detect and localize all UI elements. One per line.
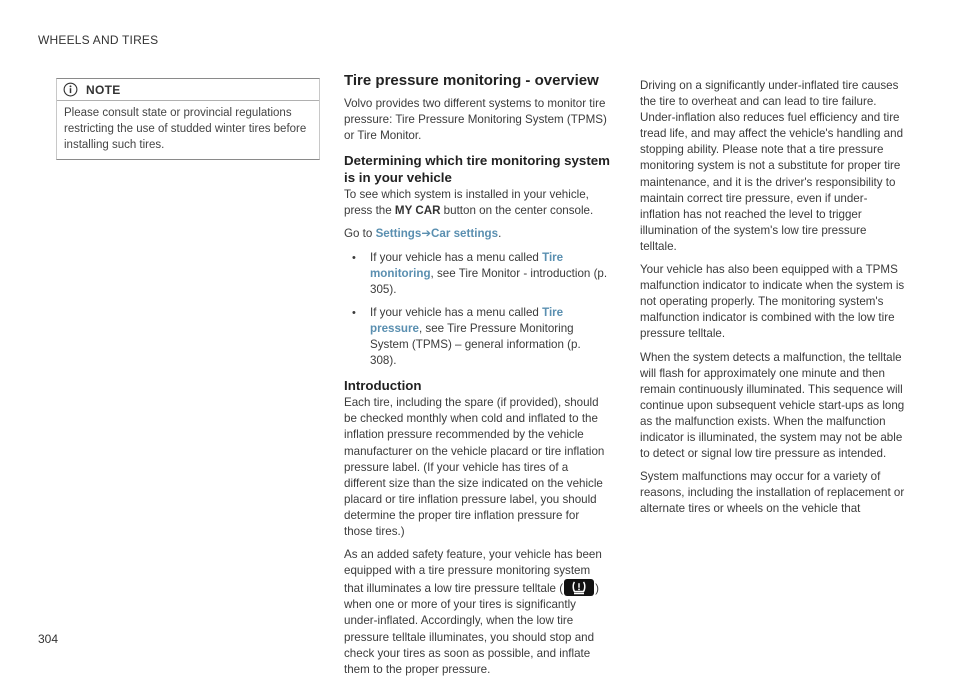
determining-heading: Determining which tire monitoring system is in your vehicle bbox=[344, 153, 610, 186]
introduction-heading: Introduction bbox=[344, 378, 422, 394]
list-item: • If your vehicle has a menu called Tire pressure, see Tire Pressure Monitoring System (TPMS) – general information (p. 308). bbox=[344, 305, 610, 369]
introduction-paragraph-1: Each tire, including the spare (if provided), should be checked monthly when cold and inflated to the inflation pressure recommended by the vehicle manufacturer on the vehicle placard or tire inflation pressure label. (If your vehicle has tires of a different size than the size indicated on the vehicle placard or tire inflation pressure label, you should determine the proper tire inflation pressure for those tires.) bbox=[344, 396, 605, 538]
car-settings-menu-label: Car settings bbox=[431, 227, 499, 241]
column-middle bbox=[344, 72, 610, 685]
my-car-button-label: MY CAR bbox=[394, 204, 441, 218]
section-header: WHEELS AND TIRES bbox=[38, 33, 159, 47]
note-text: Please consult state or provincial regulations restricting the use of studded winter tires before installing such tires. bbox=[64, 107, 307, 151]
column-right bbox=[640, 78, 906, 524]
menu-path: Go to Settings➔Car settings. bbox=[344, 227, 502, 241]
introduction-paragraph-2: As an added safety feature, your vehicle has been equipped with a tire pressure monitoring system that illuminates a low tire pressure telltale ( ) when one or more of your tires is significantly under-inflated. Accordingly, when the low tire pressure telltale illuminates, you should stop and check your tires as soon as possible, and inflate them to the proper pressure. bbox=[344, 548, 602, 676]
note-box bbox=[56, 78, 320, 160]
info-icon bbox=[63, 82, 78, 97]
overview-heading: Tire pressure monitoring - overview bbox=[344, 72, 599, 89]
introduction-paragraph-5: When the system detects a malfunction, the telltale will flash for approximately one minute and then remain continuously illuminated. This sequence will continue upon subsequent vehicle start-ups as long as the malfunction exists. When the malfunction indicator is illuminated, the system may not be able to detect or signal low tire pressure as intended. bbox=[640, 350, 905, 461]
introduction-paragraph-6: System malfunctions may occur for a variety of reasons, including the installation of replacement or alternate tires or wheels on the vehicle that bbox=[640, 470, 905, 516]
overview-intro: Volvo provides two different systems to monitor tire pressure: Tire Pressure Monitoring System (TPMS) or Tire Monitor. bbox=[344, 97, 607, 143]
list-item: • If your vehicle has a menu called Tire monitoring, see Tire Monitor - introduction (p. 305). bbox=[344, 250, 610, 298]
note-title: NOTE bbox=[86, 82, 121, 97]
note-header bbox=[57, 79, 319, 101]
introduction-paragraph-3: Driving on a significantly under-inflated tire causes the tire to overheat and can lead to tire failure. Under-inflation also reduces fuel efficiency and tire tread life, and may affect the vehicle's handling and stopping ability. Please note that a tire pressure monitoring system is not a substitute for proper tire maintenance, and it is the driver's responsibility to maintain correct tire pressure, even if under-inflation has not reached the level to trigger illumination of the system's low tire pressure telltale. bbox=[640, 79, 904, 253]
settings-menu-label: Settings bbox=[375, 227, 422, 241]
introduction-paragraph-4: Your vehicle has also been equipped with a TPMS malfunction indicator to indicate when the system is not operating properly. The monitoring system's malfunction indicator is combined with the low tire pressure telltale. bbox=[640, 263, 905, 341]
arrow-right-icon: ➔ bbox=[421, 227, 432, 241]
system-list bbox=[344, 250, 610, 370]
page-number: 304 bbox=[38, 632, 59, 646]
determining-paragraph: To see which system is installed in your vehicle, press the MY CAR button on the center console. bbox=[344, 188, 594, 218]
tire-pressure-telltale-icon bbox=[564, 579, 594, 596]
